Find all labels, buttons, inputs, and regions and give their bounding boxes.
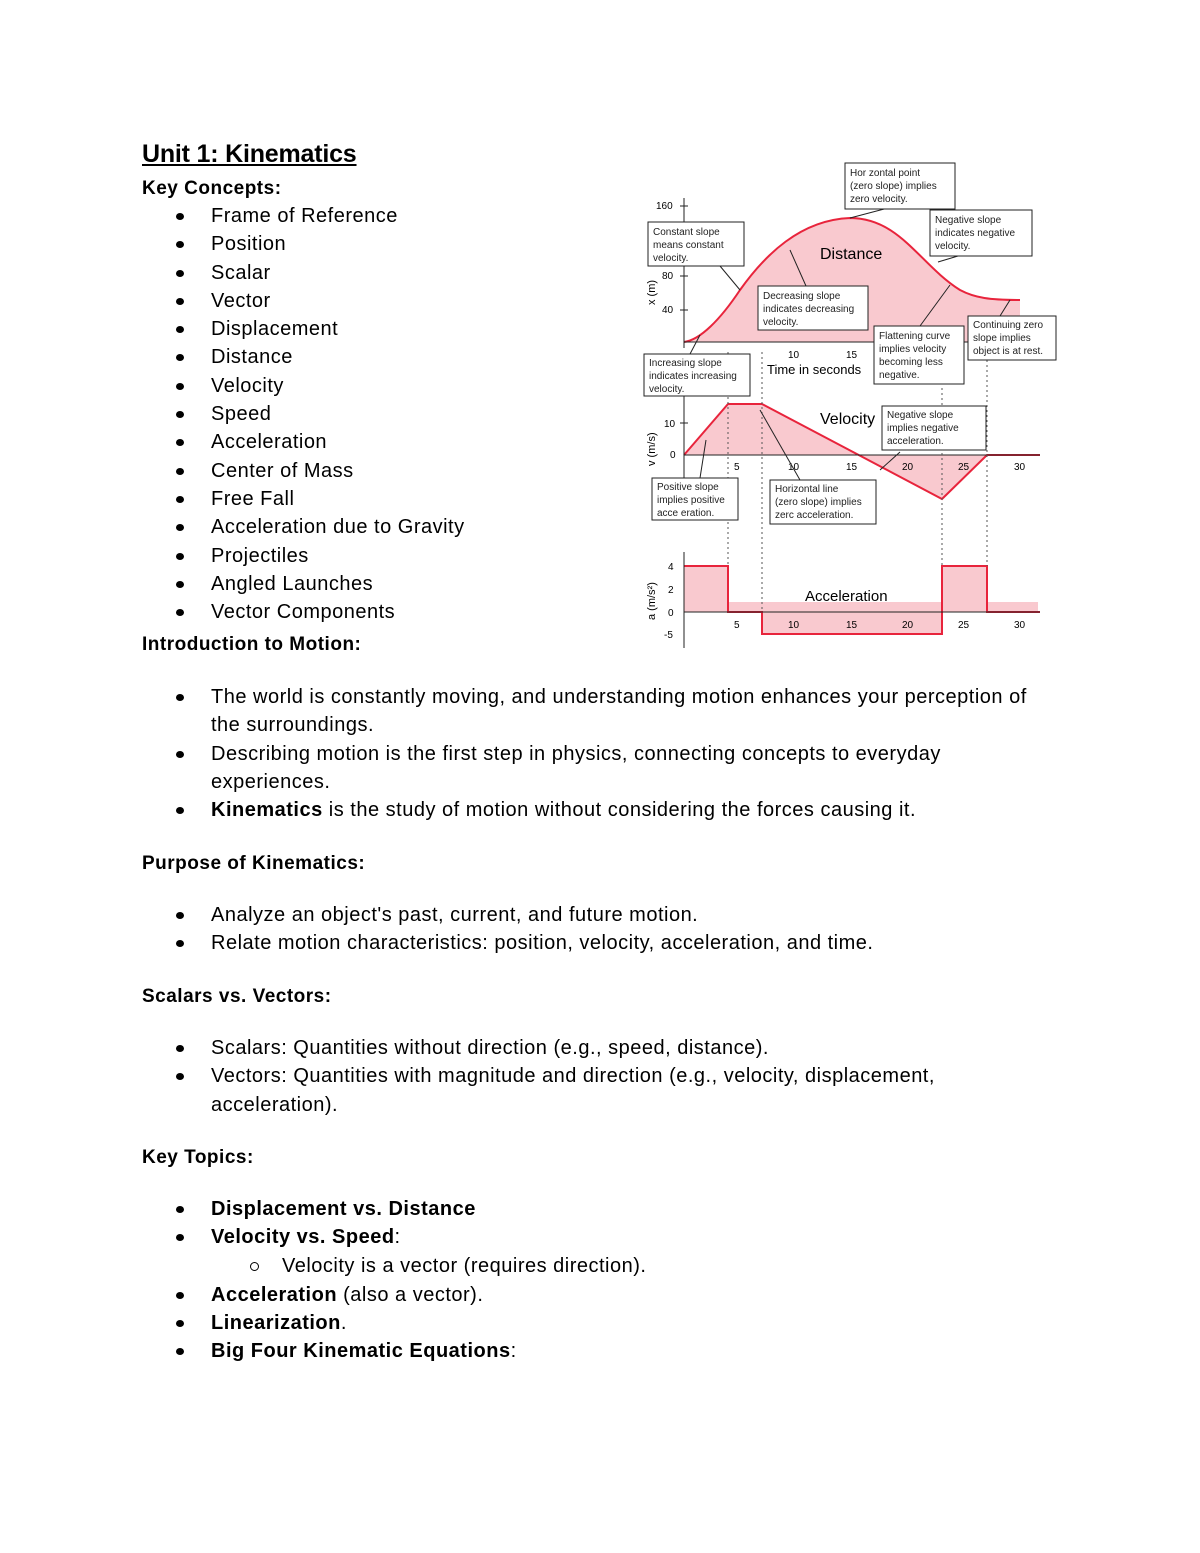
list-item: Distance (0, 343, 465, 371)
acceleration-ylabel: a (m/s²) (646, 582, 658, 620)
annotation-line: Positive slope (657, 482, 719, 493)
distance-xlabel: Time in seconds (767, 362, 862, 377)
distance-label: Distance (820, 246, 883, 263)
list-item: Displacement vs. Distance (0, 1195, 1200, 1223)
bullet-icon (176, 496, 184, 503)
annotation-line: Flattening curve (879, 331, 951, 342)
annotation-line: acce eration. (657, 508, 715, 519)
annotation-line: Hor zontal point (850, 168, 921, 179)
acceleration-area-pos1 (684, 566, 728, 612)
bullet-icon (176, 354, 184, 361)
list-item: Linearization. (0, 1309, 1200, 1337)
annotation-line: Decreasing slope (763, 291, 841, 302)
acceleration-ytick: 0 (668, 608, 674, 619)
annotation-line: velocity. (935, 241, 971, 252)
acceleration-label: Acceleration (805, 588, 888, 605)
bullet-icon (176, 1320, 184, 1327)
list-item: Acceleration (0, 428, 465, 456)
key-topics-list (0, 1195, 1200, 1365)
list-item: Describing motion is the first step in physics, connecting concepts to everyday experiences. (0, 740, 1051, 797)
distance-xtick: 10 (788, 350, 800, 361)
acceleration-xtick: 5 (734, 620, 740, 631)
bullet-icon (176, 1348, 184, 1355)
list-item: Kinematics is the study of motion without considering the forces causing it. (0, 796, 1051, 824)
list-item: Vectors: Quantities with magnitude and direction (e.g., velocity, displacement, acceleration). (0, 1062, 1051, 1119)
list-item: Projectiles (0, 542, 465, 570)
list-item: Vector (0, 287, 465, 315)
distance-ytick: 80 (662, 271, 674, 282)
bullet-icon (176, 1234, 184, 1241)
bullet-icon (176, 807, 184, 814)
annotation-line: zerc acceleration. (775, 510, 854, 521)
acceleration-xtick: 15 (846, 620, 858, 631)
velocity-ytick: 10 (664, 419, 676, 430)
scalars-vectors-list (0, 1034, 1051, 1119)
list-item: Center of Mass (0, 457, 465, 485)
bullet-icon (176, 524, 184, 531)
bullet-icon (176, 751, 184, 758)
annotation-line: indicates negative (935, 228, 1016, 239)
acceleration-ytick: 4 (668, 562, 674, 573)
bullet-icon (176, 940, 184, 947)
annotation-line: indicates decreasing (763, 304, 855, 315)
bullet-icon (176, 694, 184, 701)
list-item: Displacement (0, 315, 465, 343)
list-item: Speed (0, 400, 465, 428)
key-concepts-list (0, 202, 465, 626)
annotation-line: Constant slope (653, 227, 720, 238)
annotation-line: velocity. (649, 384, 685, 395)
list-item: Angled Launches (0, 570, 465, 598)
annotation-line: zero velocity. (850, 194, 908, 205)
velocity-ytick: 0 (670, 450, 676, 461)
velocity-ylabel: v (m/s) (646, 432, 658, 466)
annotation-line: means constant (653, 240, 724, 251)
annotation-line: Negative slope (887, 410, 954, 421)
bullet-icon (176, 326, 184, 333)
annotation-line: Negative slope (935, 215, 1002, 226)
bullet-icon (176, 241, 184, 248)
annotation-line: Continuing zero (973, 320, 1044, 331)
distance-xtick: 15 (846, 350, 858, 361)
annotation-line: implies velocity (879, 344, 947, 355)
bullet-icon (176, 1206, 184, 1213)
list-item: Vector Components (0, 598, 465, 626)
list-item: Relate motion characteristics: position, velocity, acceleration, and time. (0, 929, 873, 957)
list-item: Acceleration due to Gravity (0, 513, 465, 541)
scalars-vectors-heading: Scalars vs. Vectors: (142, 986, 332, 1007)
annotation-line: indicates increasing (649, 371, 737, 382)
purpose-list (0, 901, 873, 958)
list-item: Big Four Kinematic Equations: (0, 1337, 1200, 1365)
velocity-xtick: 25 (958, 462, 970, 473)
acceleration-xtick: 30 (1014, 620, 1026, 631)
bullet-icon (176, 213, 184, 220)
acceleration-xtick: 25 (958, 620, 970, 631)
velocity-label: Velocity (820, 411, 876, 428)
annotation-line: implies positive (657, 495, 725, 506)
acceleration-graph (646, 552, 1040, 648)
list-item: The world is constantly moving, and understanding motion enhances your perception of the surroundings. (0, 683, 1051, 740)
bullet-icon (176, 1292, 184, 1299)
acceleration-xtick: 20 (902, 620, 914, 631)
sub-list-item: Velocity is a vector (requires direction). (0, 1252, 1200, 1281)
key-concepts-heading: Key Concepts: (142, 178, 282, 199)
annotation-line: Horizontal line (775, 484, 839, 495)
bullet-icon (176, 912, 184, 919)
list-item: Velocity vs. Speed: (0, 1223, 1200, 1251)
velocity-xtick: 15 (846, 462, 858, 473)
bullet-icon (176, 468, 184, 475)
list-item: Frame of Reference (0, 202, 465, 230)
bullet-icon (176, 1045, 184, 1052)
bullet-icon (176, 439, 184, 446)
bullet-icon (176, 383, 184, 390)
page-title: Unit 1: Kinematics (142, 140, 357, 168)
annotation-line: velocity. (653, 253, 689, 264)
annotation-line: implies negative (887, 423, 959, 434)
annotation-line: velocity. (763, 317, 799, 328)
velocity-xtick: 5 (734, 462, 740, 473)
acceleration-ytick: 2 (668, 585, 674, 596)
key-topics-heading: Key Topics: (142, 1147, 254, 1168)
list-item: Velocity (0, 372, 465, 400)
list-item: Free Fall (0, 485, 465, 513)
annotation-line: (zero slope) implies (775, 497, 862, 508)
hollow-bullet-icon (250, 1262, 259, 1271)
annotation-line: Increasing slope (649, 358, 722, 369)
velocity-xtick: 30 (1014, 462, 1026, 473)
bullet-icon (176, 270, 184, 277)
purpose-heading: Purpose of Kinematics: (142, 853, 366, 874)
annotation-line: slope implies (973, 333, 1031, 344)
acceleration-area-pos2 (942, 566, 987, 612)
velocity-xtick: 20 (902, 462, 914, 473)
annotation-line: negative. (879, 370, 920, 381)
acceleration-xtick: 10 (788, 620, 800, 631)
motion-graphs-figure (610, 160, 1080, 660)
bullet-icon (176, 581, 184, 588)
intro-heading: Introduction to Motion: (142, 634, 362, 655)
distance-ylabel: x (m) (646, 279, 658, 305)
bullet-icon (176, 553, 184, 560)
acceleration-ytick: -5 (664, 630, 673, 641)
list-item: Acceleration (also a vector). (0, 1281, 1200, 1309)
distance-ytick: 160 (656, 201, 673, 212)
annotation-line: object is at rest. (973, 346, 1044, 357)
velocity-xtick: 10 (788, 462, 800, 473)
key-topics-sublist-b (0, 1281, 1200, 1366)
bullet-icon (176, 411, 184, 418)
list-item: Analyze an object's past, current, and future motion. (0, 901, 873, 929)
distance-ytick: 40 (662, 305, 674, 316)
annotation-line: acceleration. (887, 436, 944, 447)
bullet-icon (176, 609, 184, 616)
list-item: Scalar (0, 259, 465, 287)
intro-list (0, 683, 1051, 824)
bullet-icon (176, 298, 184, 305)
list-item: Position (0, 230, 465, 258)
bullet-icon (176, 1073, 184, 1080)
key-topics-sublist-a (0, 1195, 1200, 1252)
list-item: Scalars: Quantities without direction (e.g., speed, distance). (0, 1034, 1051, 1062)
annotation-line: (zero slope) implies (850, 181, 937, 192)
annotation-line: becoming less (879, 357, 943, 368)
